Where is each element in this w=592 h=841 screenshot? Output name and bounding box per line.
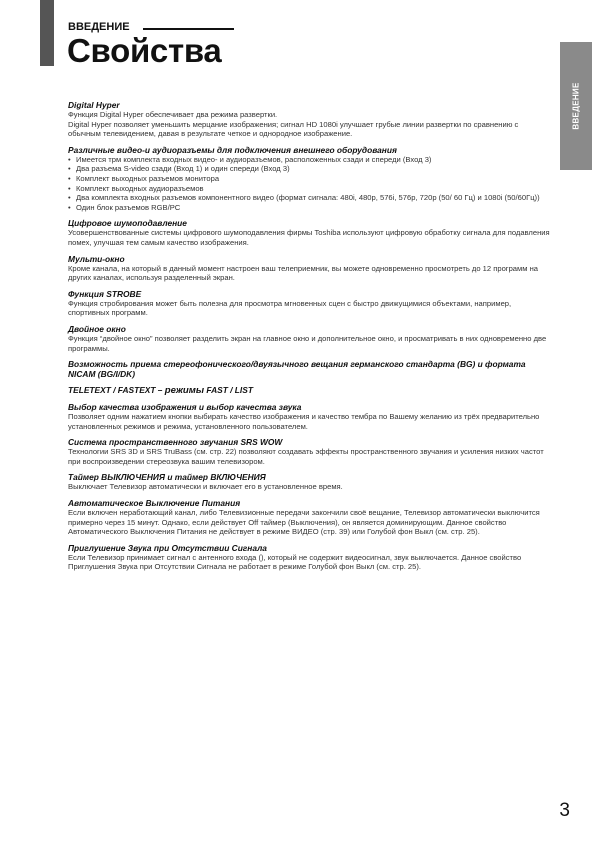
feature-title: Автоматическое Выключение Питания [68,498,241,509]
page-number: 3 [559,800,570,821]
title-part: режимы [164,385,205,397]
feature-title: Возможность приема стереофонического/двуязычного вещания германского стандарта (BG) и формата NICAM (BG/I/DK) [68,359,526,380]
side-tab-label: ВВЕДЕНИЕ [571,82,581,130]
connector-list [68,155,550,213]
feature-text: Если Телевизор принимает сигнал с антенного входа (), который не содержит видеосигнал, звук выключается. Данное свойство Приглушения Звука при Отсутствии Сигнала не работает в режиме Голубой фон Выкл (см. стр. 25). [68,552,522,572]
feature-title: Выбор качества изображения и выбор качества звука [68,402,302,413]
content-body [68,100,550,578]
feature-text: Выключает Телевизор автоматически и включает его в установленное время. [68,482,343,492]
feature-teletext [68,385,550,396]
feature-no-signal-mute [68,543,550,572]
feature-text: Позволяет одним нажатием кнопки выбирать качество изображения и качество тембра по Вашему желанию из трёх предварительно установленных режимов и режима, установленного пользователем. [68,412,540,431]
feature-title: Цифровое шумоподавление [68,218,187,229]
feature-connectors [68,145,550,213]
feature-title: Функция STROBE [68,288,142,299]
feature-title: Digital Hyper [68,100,120,110]
feature-title: Таймер ВЫКЛЮЧЕНИЯ и таймер ВКЛЮЧЕНИЯ [68,472,266,483]
feature-title: Двойное окно [68,323,126,334]
feature-title: Мульти-окно [68,253,125,264]
feature-digital-hyper [68,100,550,139]
feature-text: Digital Hyper позволяет уменьшить мерцание изображения; сигнал HD 1080i улучшает грубые линии развертки по сравнению с обычным телевидением, давая в результате четкое и однородное изображение. [68,119,519,139]
feature-text: Если включен неработающий канал, либо Телевизионные передачи закончили своё вещание, Телевизор автоматически выключится примерно через 15 минут. Однако, если действует Off таймер (Выключения), он является доминирующим. Данное свойство Автоматического Выключения Питания не действует в режиме ВИДЕО (стр. 39) или Голубой фон Выкл (см. стр. 25). [68,508,540,537]
list-item: • Два разъема S-video сзади (Вход 1) и один спереди (Вход 3) [68,164,550,174]
feature-picture-sound-mode [68,402,550,431]
header-rule [143,28,234,30]
feature-noise-reduction [68,218,550,247]
section-side-tab [560,42,592,170]
feature-title [68,385,550,396]
feature-text: Кроме канала, на который в данный момент настроен ваш телеприемник, вы можете одновременно просмотреть до 12 программ на других каналах, используя разделенный экран. [68,263,538,283]
feature-timers [68,472,550,492]
feature-multi-window [68,254,550,283]
feature-title: Приглушение Звука при Отсутствии Сигнала [68,542,267,553]
feature-auto-power-off [68,498,550,537]
feature-text: Функция Digital Hyper обеспечивает два режима развертки. [68,110,278,119]
title-part: TELETEXT / FASTEXT – [68,385,165,396]
feature-stereo-nicam [68,359,550,379]
list-item: • Имеется трм комплекта входных видео- и аудиоразъемов, расположенных сзади и спереди (Вход 3) [68,155,550,165]
feature-strobe [68,289,550,318]
feature-text: Технологии SRS 3D и SRS TruBass (см. стр. 22) позволяют создавать эффекты пространственного звучания и усиления низких частот при воспроизведении стереозвука вашим телевизором. [68,447,544,466]
list-item: • Комплект выходных разъемов монитора [68,174,550,184]
page-title: Свойства [67,32,222,69]
feature-srs-wow [68,437,550,466]
title-part: FAST / LIST [204,385,253,396]
section-label: ВВЕДЕНИЕ [68,21,130,33]
list-item: • Один блок разъемов RGB/PC [68,203,550,213]
feature-text: Функция стробирования может быть полезна для просмотра мгновенных сцен с быстро движущимися объектами, например, спортивных программ. [68,298,512,318]
list-item: • Два комплекта входных разъемов компонентного видео (формат сигнала: 480i, 480p, 576i, 576p, 720p (50/ 60 Гц) и 1080i (50/60Гц)) [68,193,550,203]
feature-dual-window [68,324,550,353]
feature-title: Система пространственного звучания SRS WOW [68,437,283,448]
feature-text: Усовершенствованные системы цифрового шумоподавления фирмы Toshiba используют цифровую обработку сигнала для подавления помех, улучшая тем самым качество изображения. [68,228,550,247]
feature-text: Функция “двойное окно” позволяет разделить экран на главное окно и дополнительное окно, и просматривать в них одновременно две программы. [68,333,547,353]
feature-title: Различные видео-и аудиоразъемы для подключения внешнего оборудования [68,144,397,155]
list-item: • Комплект выходных аудиоразъемов [68,184,550,194]
left-accent-bar [40,0,54,66]
